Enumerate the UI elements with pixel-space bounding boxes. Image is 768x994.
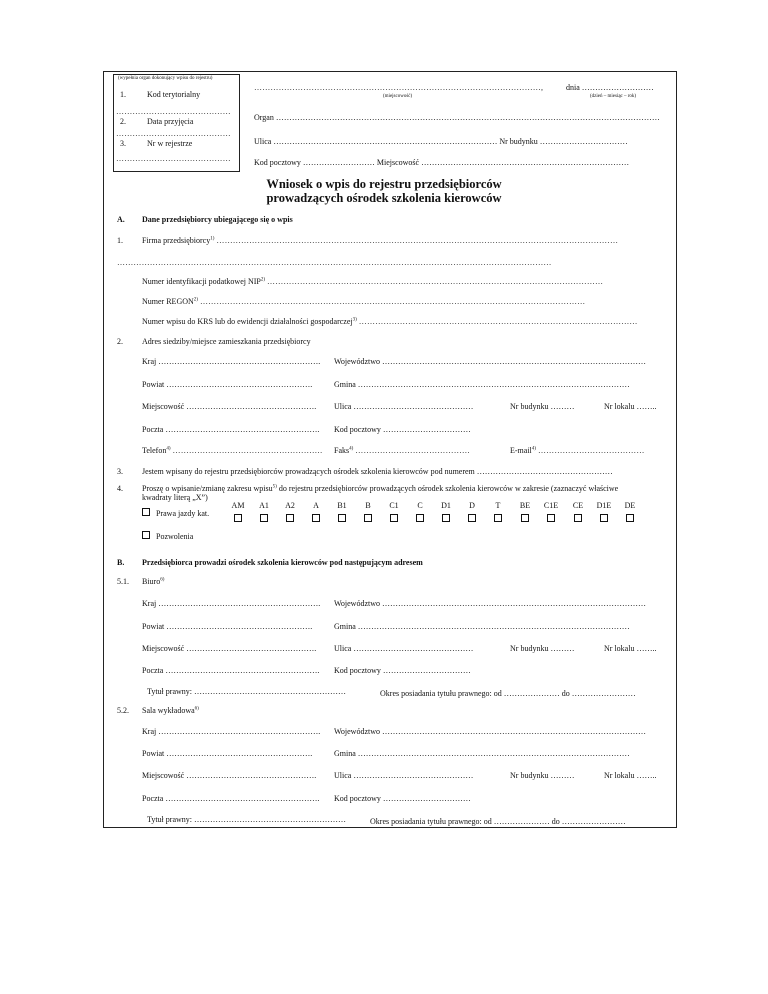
category-checkbox-t[interactable] xyxy=(494,514,502,522)
phone-field[interactable]: Telefon$^{4)}$ ………………………………………………. xyxy=(142,446,323,455)
hall-building-no-field[interactable]: Nr budynku ……… xyxy=(510,771,575,780)
reg-item-label-2: Data przyjęcia xyxy=(147,117,194,126)
category-checkbox-be[interactable] xyxy=(521,514,529,522)
reg-item-num-2: 2. xyxy=(120,117,126,126)
registry-note: (wypełnia organ dokonujący wpisu do rejestru) xyxy=(118,76,213,81)
office-city-field[interactable]: Miejscowość …………………………………………. xyxy=(142,644,317,653)
office-legal-title-field[interactable]: Tytuł prawny: ………………………………………………… xyxy=(147,687,346,696)
category-checkbox-d1e[interactable] xyxy=(600,514,608,522)
hall-apartment-no-field[interactable]: Nr lokalu …….. xyxy=(604,771,657,780)
organ-postal-field[interactable]: Kod pocztowy ……………………… Miejscowość …………………………………………………………………… xyxy=(254,158,630,167)
office-num: 5.1. xyxy=(117,577,129,586)
hq-commune-field[interactable]: Gmina ………………………………………………………………………………………… xyxy=(334,380,630,389)
hall-post-office-field[interactable]: Poczta …………………………………………………. xyxy=(142,794,320,803)
category-checkbox-d[interactable] xyxy=(468,514,476,522)
hq-county-field[interactable]: Powiat ………………………………………………. xyxy=(142,380,313,389)
office-ownership-period-field[interactable]: Okres posiadania tytułu prawnego: od ………………… do …………………… xyxy=(380,689,636,698)
hall-ownership-period-field[interactable]: Okres posiadania tytułu prawnego: od ………………… do …………………… xyxy=(370,817,626,826)
category-checkbox-am[interactable] xyxy=(234,514,242,522)
hq-building-no-field[interactable]: Nr budynku ……… xyxy=(510,402,575,411)
reg-item-field-2[interactable]: …………………………………… xyxy=(116,129,231,138)
office-commune-field[interactable]: Gmina ………………………………………………………………………………………… xyxy=(334,622,630,631)
hall-voivodeship-field[interactable]: Województwo ……………………………………………………………………………………… xyxy=(334,727,647,736)
category-label: D1E xyxy=(596,501,612,510)
category-label: A xyxy=(313,501,319,510)
hq-street-field[interactable]: Ulica ……………………………………… xyxy=(334,402,474,411)
category-label: A1 xyxy=(259,501,269,510)
page-subtitle: prowadzących ośrodek szkolenia kierowców xyxy=(266,191,502,205)
category-label: C1E xyxy=(543,501,559,510)
hall-legal-title-field[interactable]: Tytuł prawny: ………………………………………………… xyxy=(147,815,346,824)
reg-item-field-3[interactable]: …………………………………… xyxy=(116,154,231,163)
item-2-num: 2. xyxy=(117,337,123,346)
category-checkbox-c1e[interactable] xyxy=(547,514,555,522)
email-field[interactable]: E-mail$^{4)}$ ………………………………… xyxy=(510,446,645,455)
category-label: C1 xyxy=(389,501,399,510)
hq-apartment-no-field[interactable]: Nr lokalu …….. xyxy=(604,402,657,411)
category-label: AM xyxy=(231,501,245,510)
hall-county-field[interactable]: Powiat ………………………………………………. xyxy=(142,749,313,758)
hq-city-field[interactable]: Miejscowość …………………………………………. xyxy=(142,402,317,411)
item-2-heading: Adres siedziby/miejsce zamieszkania przedsiębiorcy xyxy=(142,337,311,346)
category-checkbox-c[interactable] xyxy=(416,514,424,522)
office-country-field[interactable]: Kraj ……………………………………………………. xyxy=(142,599,321,608)
lecture-hall-heading: Sala wykładowa$^{6)}$ xyxy=(142,706,199,715)
category-checkbox-a[interactable] xyxy=(312,514,320,522)
section-b-letter: B. xyxy=(117,558,125,567)
hq-post-office-field[interactable]: Poczta …………………………………………………. xyxy=(142,425,320,434)
category-label: B xyxy=(365,501,371,510)
category-label: A2 xyxy=(285,501,295,510)
permits-checkbox[interactable] xyxy=(142,531,150,539)
office-county-field[interactable]: Powiat ………………………………………………. xyxy=(142,622,313,631)
organ-field[interactable]: Organ ……………………………………………………………………………………………………………………………… xyxy=(254,113,660,122)
existing-registry-number-field[interactable]: Jestem wpisany do rejestru przedsiębiorców prowadzących ośrodek szkolenia kierowców pod numerem …………………………………………… xyxy=(142,467,613,476)
category-label: DE xyxy=(624,501,636,510)
place-caption: (miejscowość) xyxy=(383,94,413,99)
category-label: B1 xyxy=(337,501,347,510)
permits-label: Pozwolenia xyxy=(156,532,194,541)
category-checkbox-de[interactable] xyxy=(626,514,634,522)
hall-street-field[interactable]: Ulica ……………………………………… xyxy=(334,771,474,780)
office-heading: Biuro$^{6)}$ xyxy=(142,577,165,586)
category-label: T xyxy=(495,501,501,510)
category-label: D xyxy=(469,501,475,510)
section-a-heading: Dane przedsiębiorcy ubiegającego się o wpis xyxy=(142,215,293,224)
krs-field[interactable]: Numer wpisu do KRS lub do ewidencji działalności gospodarczej$^{3)}$ ………………………………………………………………………………………… xyxy=(142,317,638,326)
hall-commune-field[interactable]: Gmina ………………………………………………………………………………………… xyxy=(334,749,630,758)
category-label: D1 xyxy=(441,501,451,510)
category-checkbox-a2[interactable] xyxy=(286,514,294,522)
category-checkbox-ce[interactable] xyxy=(574,514,582,522)
fax-field[interactable]: Faks$^{4)}$ …………………………………… xyxy=(334,446,471,455)
nip-field[interactable]: Numer identyfikacji podatkowej NIP$^{2)}$ …………………………………………………………………………………………………………… xyxy=(142,277,604,286)
licence-row-checkbox[interactable] xyxy=(142,508,150,516)
category-label: C xyxy=(417,501,423,510)
item-4-text: Proszę o wpisanie/zmianę zakresu wpisu$^{5)}$ do rejestru przedsiębiorców prowadzących ośrodek szkolenia kierowców w zakresie (zaznaczyć właściwe xyxy=(142,484,619,493)
hall-postal-code-field[interactable]: Kod pocztowy …………………………… xyxy=(334,794,471,803)
organ-street-field[interactable]: Ulica ………………………………………………………………………… Nr budynku …………………………… xyxy=(254,137,628,146)
page-title: Wniosek o wpis do rejestru przedsiębiorców xyxy=(266,177,502,191)
firma-continuation-field[interactable]: …………………………………………………………………………………………………………………………………………… xyxy=(117,258,552,267)
office-postal-code-field[interactable]: Kod pocztowy …………………………… xyxy=(334,666,471,675)
reg-item-label-3: Nr w rejestrze xyxy=(147,139,193,148)
item-4-num: 4. xyxy=(117,484,123,493)
hq-postal-code-field[interactable]: Kod pocztowy …………………………… xyxy=(334,425,471,434)
reg-item-label-1: Kod terytorialny xyxy=(147,90,201,99)
category-checkbox-d1[interactable] xyxy=(442,514,450,522)
reg-item-field-1[interactable]: …………………………………… xyxy=(116,107,231,116)
item-4-text-cont: kwadraty literą „X”) xyxy=(142,493,208,502)
hall-country-field[interactable]: Kraj ……………………………………………………. xyxy=(142,727,321,736)
category-checkbox-c1[interactable] xyxy=(390,514,398,522)
date-caption: (dzień – miesiąc – rok) xyxy=(590,94,637,99)
regon-field[interactable]: Numer REGON$^{2)}$ …………………………………………………………………………………………………………………………… xyxy=(142,297,586,306)
place-field[interactable]: ……………………………………………………………………………………………, xyxy=(254,83,544,92)
category-checkbox-b[interactable] xyxy=(364,514,372,522)
hall-city-field[interactable]: Miejscowość …………………………………………. xyxy=(142,771,317,780)
office-post-office-field[interactable]: Poczta …………………………………………………. xyxy=(142,666,320,675)
licence-row-label: Prawa jazdy kat. xyxy=(156,509,210,518)
office-apartment-no-field[interactable]: Nr lokalu …….. xyxy=(604,644,657,653)
section-a-letter: A. xyxy=(117,215,125,224)
firma-field[interactable]: Firma przedsiębiorcy$^{1)}$ ………………………………………………………………………………………………………………………………… xyxy=(142,236,619,245)
lecture-hall-num: 5.2. xyxy=(117,706,129,715)
office-building-no-field[interactable]: Nr budynku ……… xyxy=(510,644,575,653)
office-voivodeship-field[interactable]: Województwo ……………………………………………………………………………………… xyxy=(334,599,647,608)
reg-item-num-3: 3. xyxy=(120,139,126,148)
item-1-num: 1. xyxy=(117,236,123,245)
reg-item-num-1: 1. xyxy=(120,90,126,99)
category-label: CE xyxy=(572,501,584,510)
office-street-field[interactable]: Ulica ……………………………………… xyxy=(334,644,474,653)
category-checkbox-b1[interactable] xyxy=(338,514,346,522)
date-field[interactable]: dnia ……………………… xyxy=(566,83,654,92)
item-3-num: 3. xyxy=(117,467,123,476)
hq-voivodeship-field[interactable]: Województwo ……………………………………………………………………………………… xyxy=(334,357,647,366)
hq-country-field[interactable]: Kraj ……………………………………………………. xyxy=(142,357,321,366)
category-label: BE xyxy=(519,501,531,510)
section-b-heading: Przedsiębiorca prowadzi ośrodek szkolenia kierowców pod następującym adresem xyxy=(142,558,423,567)
category-checkbox-a1[interactable] xyxy=(260,514,268,522)
